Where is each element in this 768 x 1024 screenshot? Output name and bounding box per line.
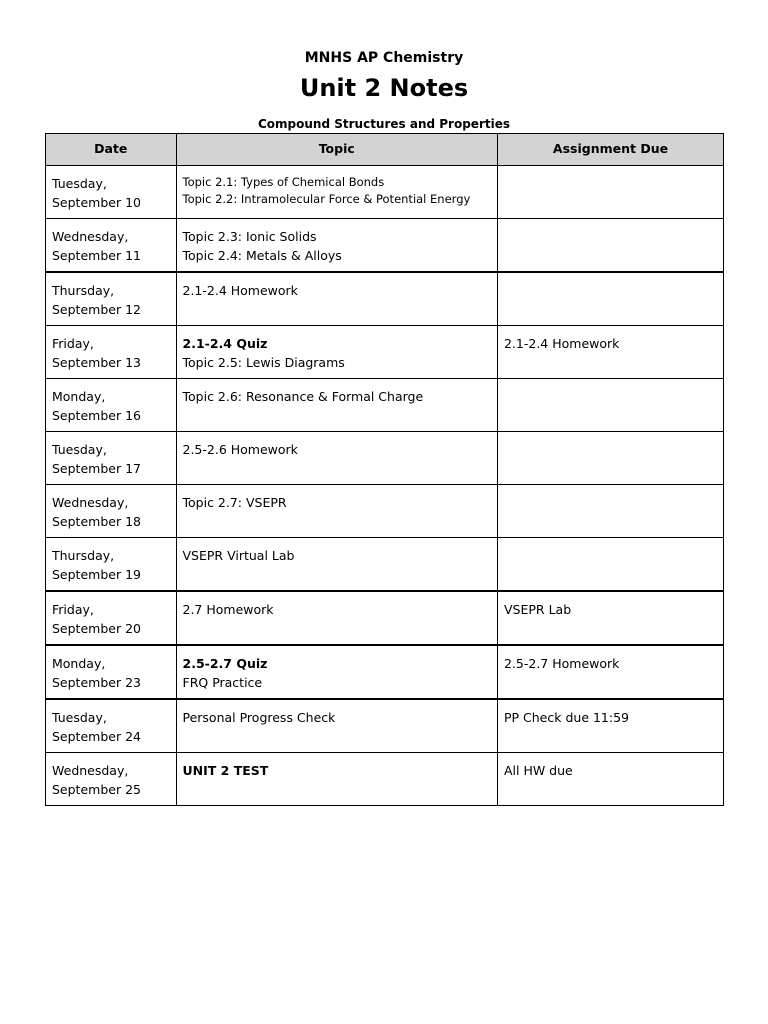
column-header-topic: Topic: [176, 134, 497, 166]
table-row: [46, 753, 724, 806]
date-label: September 12: [52, 302, 141, 317]
assignment-due-cell: PP Check due 11:59: [497, 699, 723, 753]
topic-cell: [176, 645, 497, 699]
date-label: September 20: [52, 621, 141, 636]
topic-cell: [176, 432, 497, 485]
assignment-due-cell: [497, 272, 723, 326]
table-row: [46, 219, 724, 273]
date-label: September 23: [52, 675, 141, 690]
date-label: September 10: [52, 195, 141, 210]
column-header-date: Date: [46, 134, 177, 166]
topic-item: Topic 2.5: Lewis Diagrams: [182, 355, 345, 370]
date-label: September 25: [52, 782, 141, 797]
topic-cell: [176, 272, 497, 326]
topic-item: Topic 2.6: Resonance & Formal Charge: [182, 389, 424, 404]
topic-item: Topic 2.7: VSEPR: [182, 495, 287, 510]
topic-cell: [176, 219, 497, 273]
table-row: [46, 485, 724, 538]
date-cell: [46, 645, 177, 699]
date-cell: [46, 485, 177, 538]
schedule-body: [46, 166, 724, 806]
day-label: Thursday,: [52, 548, 115, 563]
page-title: Unit 2 Notes: [299, 74, 469, 102]
school-name: MNHS AP Chemistry: [304, 50, 464, 66]
day-label: Tuesday,: [52, 442, 107, 457]
date-cell: [46, 326, 177, 379]
assignment-due-cell: [497, 379, 723, 432]
topic-item: Topic 2.4: Metals & Alloys: [182, 248, 342, 263]
day-label: Monday,: [52, 656, 106, 671]
topic-item: Personal Progress Check: [182, 710, 336, 725]
table-row: [46, 432, 724, 485]
schedule-table: [45, 133, 724, 806]
date-cell: [46, 272, 177, 326]
assignment-due-cell: All HW due: [497, 753, 723, 806]
assignment-due-cell: [497, 219, 723, 273]
table-row: [46, 591, 724, 645]
topic-item: UNIT 2 TEST: [182, 763, 269, 778]
day-label: Friday,: [52, 336, 94, 351]
topic-cell: [176, 699, 497, 753]
assignment-due-cell: [497, 538, 723, 592]
assignment-due-cell: [497, 432, 723, 485]
date-label: September 11: [52, 248, 141, 263]
table-row: [46, 645, 724, 699]
page-subtitle: Compound Structures and Properties: [258, 117, 510, 131]
date-cell: [46, 699, 177, 753]
table-row: [46, 272, 724, 326]
day-label: Wednesday,: [52, 763, 129, 778]
topic-item: 2.1-2.4 Homework: [182, 283, 298, 298]
table-header-row: [46, 134, 724, 166]
topic-cell: [176, 166, 497, 219]
table-row: [46, 699, 724, 753]
date-cell: [46, 753, 177, 806]
table-row: [46, 166, 724, 219]
topic-cell: [176, 485, 497, 538]
topic-cell: [176, 326, 497, 379]
topic-cell: [176, 379, 497, 432]
topic-item: Topic 2.2: Intramolecular Force & Potential Energy: [182, 192, 471, 206]
assignment-due-cell: VSEPR Lab: [497, 591, 723, 645]
date-cell: [46, 219, 177, 273]
topic-item: VSEPR Virtual Lab: [182, 548, 295, 563]
table-row: [46, 379, 724, 432]
day-label: Monday,: [52, 389, 106, 404]
assignment-due-cell: [497, 485, 723, 538]
topic-item: 2.1-2.4 Quiz: [182, 336, 268, 351]
assignment-due-cell: 2.1-2.4 Homework: [497, 326, 723, 379]
date-label: September 17: [52, 461, 141, 476]
date-cell: [46, 591, 177, 645]
assignment-due-cell: 2.5-2.7 Homework: [497, 645, 723, 699]
topic-item: FRQ Practice: [182, 675, 263, 690]
table-row: [46, 538, 724, 592]
date-label: September 18: [52, 514, 141, 529]
date-label: September 16: [52, 408, 141, 423]
day-label: Tuesday,: [52, 176, 107, 191]
date-label: September 13: [52, 355, 141, 370]
date-cell: [46, 432, 177, 485]
topic-item: Topic 2.3: Ionic Solids: [182, 229, 317, 244]
date-label: September 19: [52, 567, 141, 582]
topic-cell: [176, 753, 497, 806]
topic-item: 2.7 Homework: [182, 602, 274, 617]
date-label: September 24: [52, 729, 141, 744]
day-label: Tuesday,: [52, 710, 107, 725]
date-cell: [46, 166, 177, 219]
date-cell: [46, 538, 177, 592]
topic-item: Topic 2.1: Types of Chemical Bonds: [182, 175, 385, 189]
topic-cell: [176, 538, 497, 592]
column-header-assignment-due: Assignment Due: [497, 134, 723, 166]
topic-item: 2.5-2.7 Quiz: [182, 656, 268, 671]
day-label: Thursday,: [52, 283, 115, 298]
day-label: Wednesday,: [52, 229, 129, 244]
day-label: Wednesday,: [52, 495, 129, 510]
table-row: [46, 326, 724, 379]
day-label: Friday,: [52, 602, 94, 617]
date-cell: [46, 379, 177, 432]
topic-item: 2.5-2.6 Homework: [182, 442, 298, 457]
assignment-due-cell: [497, 166, 723, 219]
topic-cell: [176, 591, 497, 645]
